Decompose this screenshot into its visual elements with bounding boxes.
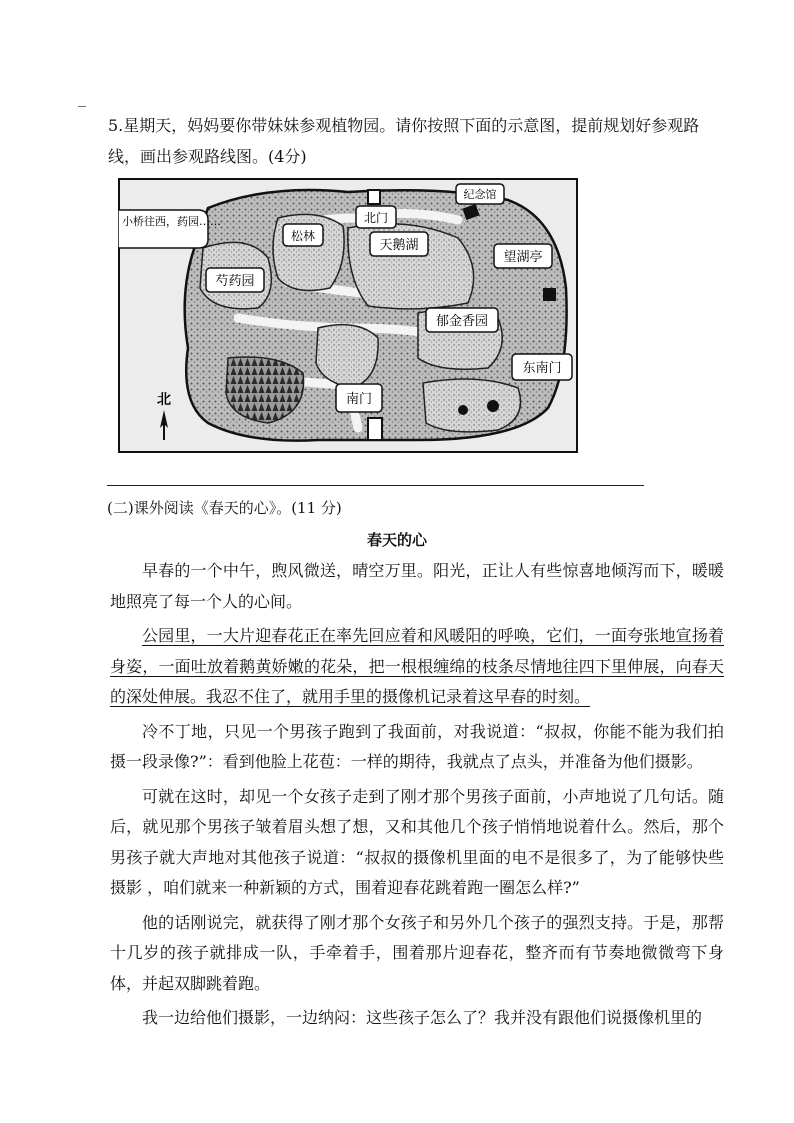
paragraph-4: 可就在这时，却见一个女孩子走到了刚才那个男孩子面前，小声地说了几句话。随后，就见那个男孩子皱着眉头想了想，又和其他几个孩子悄悄地说着什么。然后，那个男孩子就大声地对其他孩子说道：“叔叔的摄像机里面的电不是很多了，为了能够快些摄影 ，咱们就来一种新颖的方式，围着迎春花跳着跑一圈怎么样?”: [110, 786, 724, 897]
label-songlin-text: 松林: [290, 229, 316, 243]
label-dongnanmen-text: 东南门: [522, 361, 562, 376]
label-dongnanmen: [512, 354, 572, 380]
paragraph-5: 他的话刚说完，就获得了刚才那个女孩子和另外几个孩子的强烈支持。于是，那帮十几岁的孩子就排成一队，手牵着手，围着那片迎春花，整齐而有节奏地微微弯下身体，并起双脚跳着跑。: [110, 912, 724, 993]
label-shaoyaoyuan-text: 芍药园: [215, 274, 255, 289]
divider: [107, 485, 644, 486]
label-beimen: [356, 206, 396, 228]
label-nanmen-text: 南门: [345, 392, 373, 407]
label-wanghuting-text: 望湖亭: [503, 250, 543, 265]
gate-icon-north: [368, 190, 380, 204]
question-5-text: 5.星期天，妈妈要你带妹妹参观植物园。请你按照下面的示意图，提前规划好参观路线，画出参观路线图。(4分): [108, 116, 700, 166]
label-songlin: [283, 224, 323, 246]
speech-text-1: 小桥往西，药园……: [122, 215, 221, 228]
gate-icon-south: [368, 418, 382, 440]
label-tianehu: [370, 232, 428, 256]
paragraph-1: 早春的一个中午，煦风微送，晴空万里。阳光，正让人有些惊喜地倾泻而下，暖暖地照亮了每一个人的心间。: [110, 561, 724, 611]
question-5: [78, 110, 728, 172]
south-east-zone: [423, 379, 521, 432]
paragraph-6: 我一边给他们摄影，一边纳闷：这些孩子怎么了？我并没有跟他们说摄像机里的: [142, 1008, 703, 1027]
paragraph-2-underlined: 公园里，一大片迎春花正在率先回应着和风暖阳的呼唤，它们，一面夸张地宣扬着身姿，一面吐放着鹅黄娇嫩的花朵，把一根根缠绵的枝条尽情地往四下里伸展，向春天的深处伸展。我忍不住了，就用手里的摄像机记录着这早春的时刻。: [110, 626, 724, 706]
label-yujinxiangyuan-text: 郁金香园: [435, 314, 489, 329]
label-yujinxiangyuan: [426, 308, 498, 332]
label-wanghuting: [494, 244, 552, 268]
paragraph-2: [110, 621, 724, 713]
label-tianehu-text: 天鹅湖: [379, 238, 419, 253]
paragraph-3: 冷不丁地，只见一个男孩子跑到了我面前，对我说道：“叔叔，你能不能为我们拍摄一段录像?”：看到他脸上花苞：一样的期待，我就点了点头，并准备为他们摄影。: [110, 721, 724, 771]
botanical-garden-map: [118, 178, 578, 453]
label-beimen-text: 北门: [363, 211, 389, 225]
label-nanmen: [336, 384, 382, 412]
top-mark: _: [78, 88, 86, 107]
article-title: 春天的心: [366, 531, 427, 549]
label-jinianguan-text: 纪念馆: [463, 188, 497, 201]
pavilion-icon: [543, 288, 556, 301]
label-jinianguan: [456, 184, 504, 204]
article-body: [110, 556, 724, 1038]
compass-label: 北: [157, 392, 171, 408]
section-heading: (二)课外阅读《春天的心》。(11 分): [107, 499, 342, 517]
label-shaoyaoyuan: [206, 268, 264, 292]
